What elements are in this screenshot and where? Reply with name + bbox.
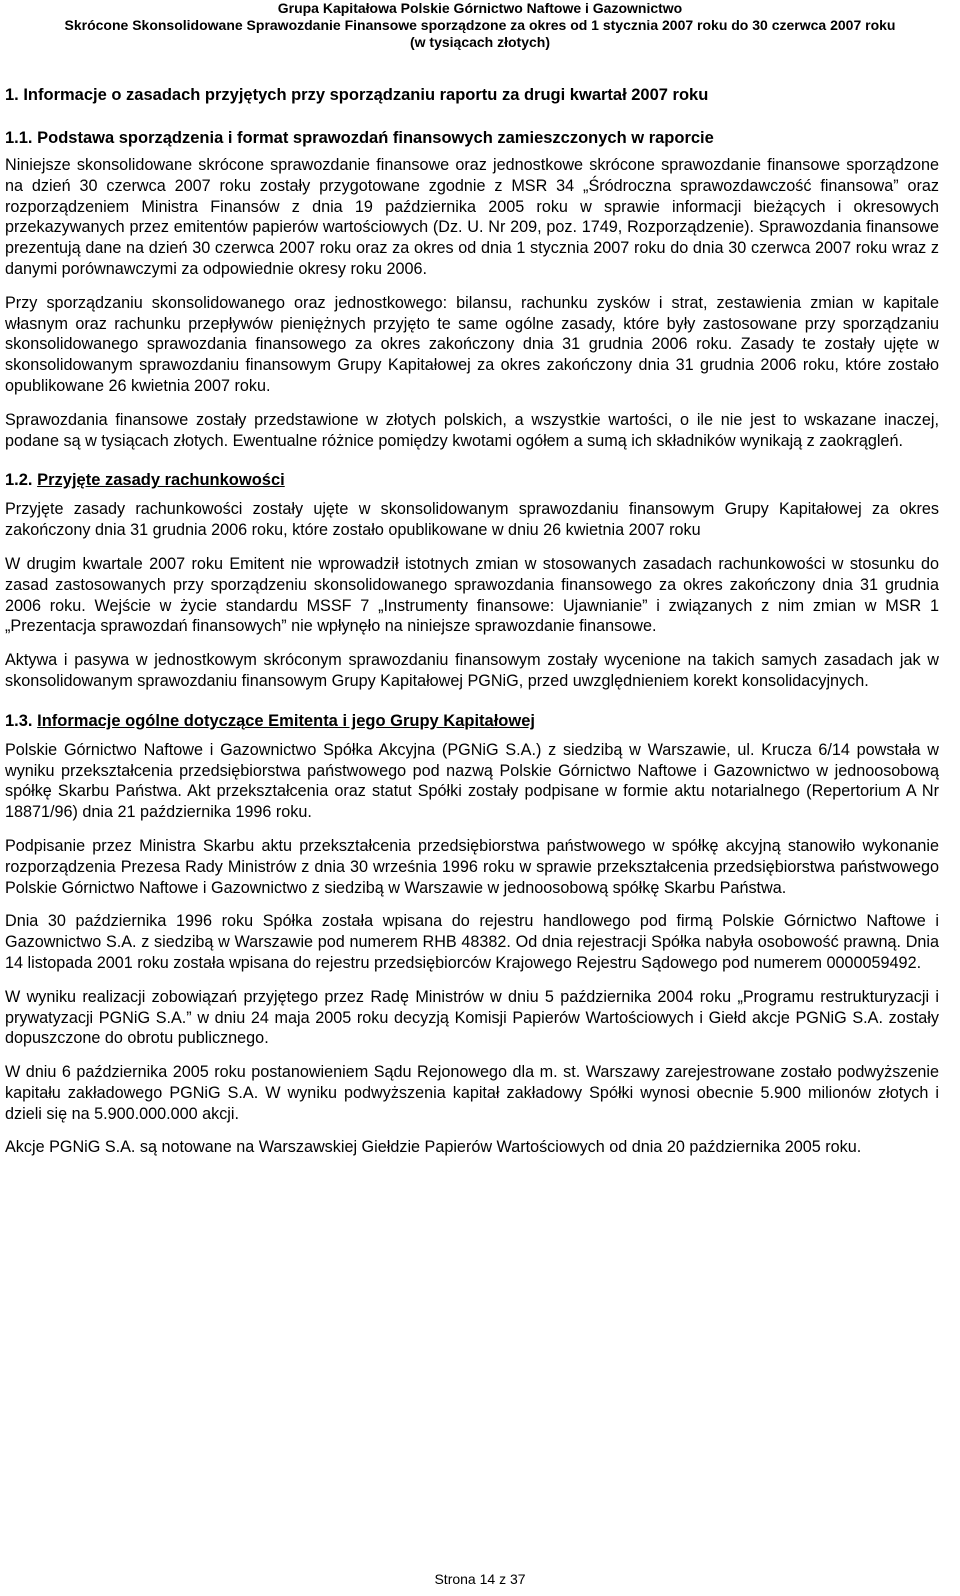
section-1-1-title: Podstawa sporządzenia i format sprawozdań finansowych zamieszczonych w raporcie (37, 129, 714, 147)
section-1-3-title: Informacje ogólne dotyczące Emitenta i jego Grupy Kapitałowej (37, 711, 535, 730)
section-1-1-paragraph-1: Niniejsze skonsolidowane skrócone sprawozdanie finansowe oraz jednostkowe skrócone sprawozdanie finansowe sporządzone na dzień 30 czerwca 2007 roku zostały przygotowane zgodnie z MSR 34 „Śródroczna sprawozdawczość finansowa” oraz rozporządzeniem Ministra Finansów z dnia 19 października 2005 roku w sprawie informacji bieżących i okresowych przekazywanych przez emitentów papierów wartościowych (Dz. U. Nr 209, poz. 1749, Rozporządzenie). Sprawozdania finansowe prezentują dane na dzień 30 czerwca 2007 roku oraz za okres od dnia 1 stycznia 2007 roku do dnia 30 czerwca 2007 roku wraz z danymi porównawczymi za odpowiednie okresy roku 2006. (5, 156, 939, 278)
section-1-1-paragraph-3: Sprawozdania finansowe zostały przedstawione w złotych polskich, a wszystkie wartości, o ile nie jest to wskazane inaczej, podane są w tysiącach złotych. Ewentualne różnice pomiędzy kwotami ogółem a sumą ich składników wynikają z zaokrągleń. (5, 410, 939, 450)
section-1-2-number: 1.2. (5, 471, 33, 490)
section-1-3-paragraph-1: Polskie Górnictwo Naftowe i Gazownictwo Spółka Akcyjna (PGNiG S.A.) z siedzibą w Warszawie, ul. Krucza 6/14 powstała w wyniku przekształcenia przedsiębiorstwa państwowego pod nazwą Polskie Górnictwo Naftowe i Gazownictwo w jednoosobową spółkę Skarbu Państwa. Akt przekształcenia oraz statut Spółki zostały podpisane w formie aktu notarialnego (Repertorium A Nr 18871/96) dnia 21 października 1996 roku. (5, 740, 939, 822)
section-1-2-title: Przyjęte zasady rachunkowości (37, 471, 285, 490)
section-1-heading: 1. Informacje o zasadach przyjętych przy sporządzaniu raportu za drugi kwartał 2007 roku (5, 86, 709, 104)
section-1-3-paragraph-6: Akcje PGNiG S.A. są notowane na Warszawskiej Giełdzie Papierów Wartościowych od dnia 20 października 2005 roku. (5, 1138, 862, 1157)
section-1-2-paragraph-3: Aktywa i pasywa w jednostkowym skróconym sprawozdaniu finansowym zostały wycenione na takich samych zasadach jak w skonsolidowanym sprawozdaniu finansowym Grupy Kapitałowej PGNiG, przed uwzględnieniem korekt konsolidacyjnych. (5, 651, 939, 690)
section-1-1-number: 1.1. (5, 129, 33, 147)
units-note: (w tysiącach złotych) (409, 34, 551, 50)
document-body (5, 84, 939, 1158)
section-1-3-paragraph-4: W wyniku realizacji zobowiązań przyjętego przez Radę Ministrów w dniu 5 października 2004 roku „Programu restrukturyzacji i prywatyzacji PGNiG S.A.” w dniu 24 maja 2005 roku decyzją Komisji Papierów Wartościowych i Giełd akcje PGNiG S.A. zostały dopuszczone do obrotu publicznego. (5, 987, 939, 1048)
section-1-3-number: 1.3. (5, 711, 33, 730)
report-title: Skrócone Skonsolidowane Sprawozdanie Finansowe sporządzone za okres od 1 stycznia 2007 roku do 30 czerwca 2007 roku (64, 17, 896, 33)
section-1-3-paragraph-3: Dnia 30 października 1996 roku Spółka została wpisana do rejestru handlowego pod firmą Polskie Górnictwo Naftowe i Gazownictwo S.A. z siedzibą w Warszawie pod numerem RHB 48382. Od dnia rejestracji Spółka nabyła osobowość prawną. Dnia 14 listopada 2001 roku została wpisana do rejestru przedsiębiorców Krajowego Rejestru Sądowego pod numerem 0000059492. (5, 912, 939, 972)
section-1-2-heading (5, 469, 939, 491)
section-1-3-heading (5, 710, 939, 732)
page-header (0, 0, 960, 51)
section-1-1-heading (5, 127, 939, 149)
section-1-1-paragraph-2: Przy sporządzaniu skonsolidowanego oraz jednostkowego: bilansu, rachunku zysków i strat, zestawienia zmian w kapitale własnym oraz rachunku przepływów pieniężnych przyjęto te same ogólne zasady, które były zastosowane przy sporządzaniu skonsolidowanego sprawozdania finansowego za okres zakończony dnia 31 grudnia 2006 roku. Zasady te zostały ujęte w skonsolidowanym sprawozdaniu finansowym Grupy Kapitałowej za okres zakończony dnia 31 grudnia 2006 roku, które zostało opublikowane 26 kwietnia 2007 roku. (5, 293, 939, 395)
section-1-2-paragraph-2: W drugim kwartale 2007 roku Emitent nie wprowadził istotnych zmian w stosowanych zasadach rachunkowości w stosunku do zasad zastosowanych przy sporządzeniu skonsolidowanego sprawozdania finansowego za okres zakończony dnia 31 grudnia 2006 roku. Wejście w życie standardu MSSF 7 „Instrumenty finansowe: Ujawnianie” i związanych z nim zmian w MSR 1 „Prezentacja sprawozdań finansowych” nie wpłynęło na niniejsze sprawozdanie finansowe. (5, 554, 939, 636)
company-name: Grupa Kapitałowa Polskie Górnictwo Naftowe i Gazownictwo (277, 0, 683, 16)
section-1-3-paragraph-2: Podpisanie przez Ministra Skarbu aktu przekształcenia przedsiębiorstwa państwowego w spółkę akcyjną stanowiło wykonanie rozporządzenia Prezesa Rady Ministrów z dnia 30 września 1996 roku w sprawie przekształcenia przedsiębiorstwa państwowego Polskie Górnictwo Naftowe i Gazownictwo z siedzibą w Warszawie w jednoosobową spółkę Skarbu Państwa. (5, 836, 939, 897)
section-1-3-paragraph-5: W dniu 6 października 2005 roku postanowieniem Sądu Rejonowego dla m. st. Warszawy zarejestrowane zostało podwyższenie kapitału zakładowego PGNiG S.A. W wyniku podwyższenia kapitał zakładowy Spółki wynosi obecnie 5.900 milionów złotych i dzieli się na 5.900.000.000 akcji. (5, 1063, 939, 1123)
section-1-2-paragraph-1: Przyjęte zasady rachunkowości zostały ujęte w skonsolidowanym sprawozdaniu finansowym Grupy Kapitałowej za okres zakończony dnia 31 grudnia 2006 roku, które zostało opublikowane w dniu 26 kwietnia 2007 roku (5, 500, 939, 540)
page-number: Strona 14 z 37 (434, 1571, 526, 1587)
